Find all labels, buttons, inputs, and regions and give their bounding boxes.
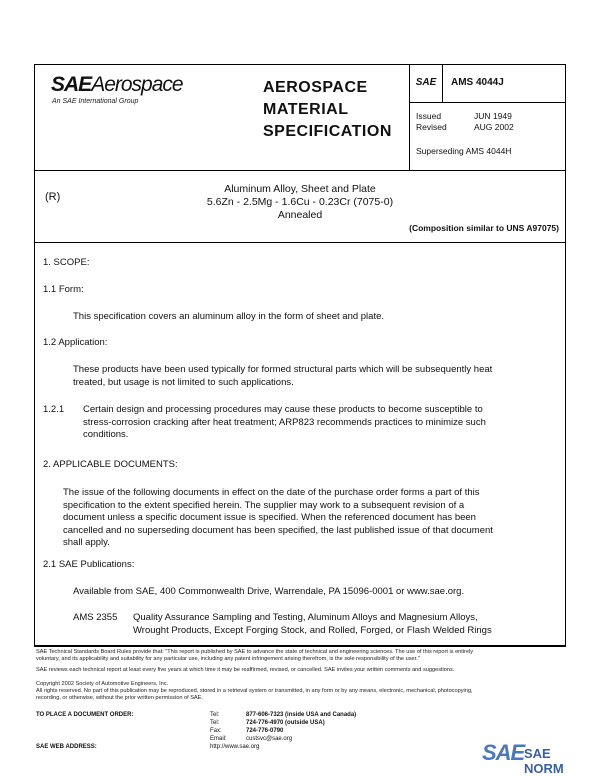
contact-tel-label: Tel: — [210, 720, 220, 726]
revised-value: AUG 2002 — [474, 122, 514, 132]
paragraph-1-2-1: Certain design and processing procedures may cause these products to become susceptible to stress-corrosion cracking after heat treatment; ARP823 recommends practices to minimize such conditions. — [83, 404, 486, 440]
composition-note: (Composition similar to UNS A97075) — [409, 223, 559, 233]
contact-email-label: Email: — [210, 736, 227, 742]
issued-label: Issued — [416, 111, 442, 121]
contact-fax-value: 724-776-0790 — [246, 728, 284, 734]
doc-number: AMS 4044J — [443, 65, 566, 103]
reference-ams2355-number: AMS 2355 — [73, 612, 118, 623]
section-heading-form: 1.1 Form: — [43, 284, 84, 295]
document-header — [35, 65, 565, 171]
section-heading-applicable-documents: 2. APPLICABLE DOCUMENTS: — [43, 459, 178, 470]
contact-web-value[interactable]: http://www.sae.org — [210, 744, 260, 750]
paragraph-sae-publications: Available from SAE, 400 Commonwealth Drive, Warrendale, PA 15096-0001 or www.sae.org. — [73, 586, 465, 597]
logo-aero-text: Aerospace — [91, 73, 183, 96]
title-line: AEROSPACE — [263, 79, 368, 96]
document-meta-panel — [409, 65, 565, 171]
stamp-norm-text: SAE NORM — [524, 746, 564, 776]
section-number-1-2-1: 1.2.1 — [43, 404, 65, 415]
revised-label: Revised — [416, 122, 447, 132]
paragraph-application: These products have been used typically for formed structural parts which will be subsequently heat treated, but usage is not limited to such applications. — [73, 364, 493, 388]
title-line: SPECIFICATION — [263, 123, 392, 140]
section-heading-application: 1.2 Application: — [43, 337, 108, 348]
issued-value: JUN 1949 — [474, 111, 512, 121]
material-title-line: 5.6Zn - 2.5Mg - 1.6Cu - 0.23Cr (7075-0) — [206, 196, 394, 208]
order-label: TO PLACE A DOCUMENT ORDER: — [36, 712, 134, 718]
sae-aerospace-logo — [35, 65, 253, 171]
logo-sae-text: SAE — [51, 73, 92, 96]
footer-rule — [34, 646, 566, 647]
material-title-block — [35, 171, 565, 243]
spec-type-title — [253, 65, 409, 171]
sae-mark: SAE — [410, 65, 443, 103]
title-line: MATERIAL — [263, 101, 349, 118]
revision-mark: (R) — [45, 191, 61, 203]
footer-copyright: Copyright 2002 Society of Automotive Engineers, Inc. All rights reserved. No part of this publication may be reproduced, stored in a retrieval system or transmitted, in any form or by any means, electronic, mechanical, photocopying, recording, or otherwise, without the prior written permission of SAE. — [36, 681, 473, 701]
superseding-text: Superseding AMS 4044H — [416, 146, 512, 156]
contact-email-value[interactable]: custsvc@sae.org — [246, 736, 293, 742]
material-title-line: Annealed — [277, 209, 323, 221]
paragraph-form: This specification covers an aluminum alloy in the form of sheet and plate. — [73, 311, 385, 322]
section-heading-scope: 1. SCOPE: — [43, 257, 90, 268]
contact-tel-value: 724-776-4970 (outside USA) — [246, 720, 325, 726]
footer-review-text: SAE reviews each technical report at least every five years at which time it may be reaffirmed, revised, or cancelled. SAE invites your written comments and suggestions. — [36, 667, 455, 673]
material-title — [35, 183, 565, 222]
contact-fax-label: Fax: — [210, 728, 222, 734]
issue-info — [416, 111, 514, 157]
sae-norm-stamp — [482, 740, 592, 776]
stamp-sae-text: SAE — [482, 740, 525, 765]
contact-tel-label: Tel: — [210, 712, 220, 718]
footer-rules-text: SAE Technical Standards Board Rules provide that: "This report is published by SAE to advance the state of technical and engineering sciences. The use of this report is entirely voluntary, and its applicability and suitability for any particular use, including any patent infringement arising therefrom, is the sole responsibility of the user." — [36, 649, 474, 662]
contact-tel-value: 877-606-7323 (inside USA and Canada) — [246, 712, 357, 718]
reference-ams2355-title: Quality Assurance Sampling and Testing, Aluminum Alloys and Magnesium Alloys, Wrought Products, Except Forging Stock, and Rolled, Forged, or Flash Welded Rings — [133, 612, 492, 636]
web-address-label: SAE WEB ADDRESS: — [36, 744, 97, 750]
document-frame — [34, 64, 566, 646]
section-heading-sae-publications: 2.1 SAE Publications: — [43, 559, 135, 570]
logo-subtitle: An SAE International Group — [52, 98, 139, 105]
material-title-line: Aluminum Alloy, Sheet and Plate — [224, 183, 376, 195]
paragraph-applicable-documents: The issue of the following documents in effect on the date of the purchase order forms a part of this specification to the extent specified herein. The supplier may work to a subsequent revision of a document unless a specific document issue is specified. When the referenced document has been cancelled and no superseding document has been specified, the last published issue of that document shall apply. — [63, 487, 493, 548]
